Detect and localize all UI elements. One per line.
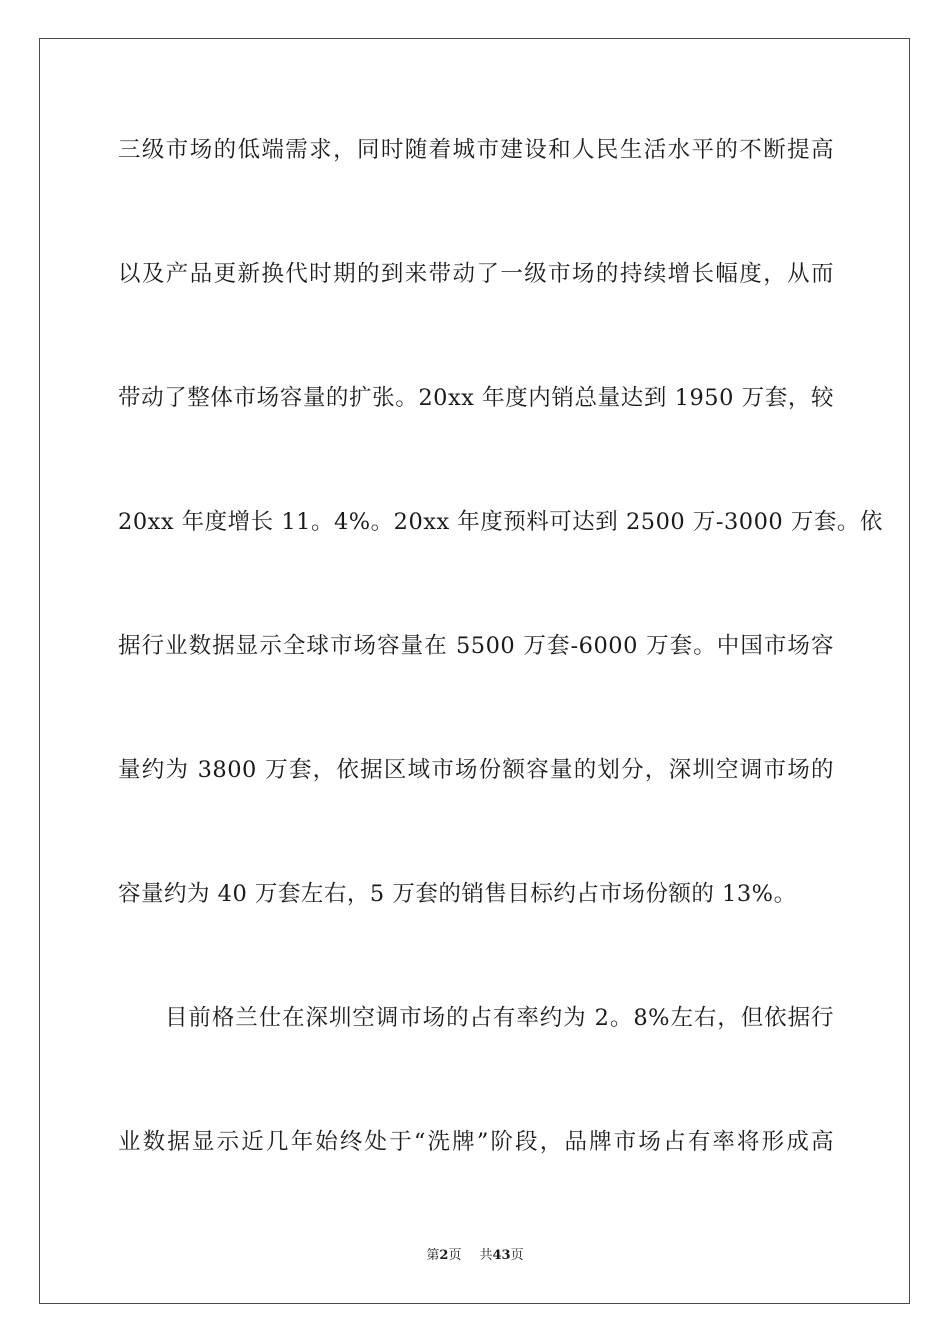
total-suffix: 页	[510, 1248, 524, 1263]
paragraph-line: 业数据显示近几年始终处于“洗牌”阶段，品牌市场占有率将形成高	[118, 1129, 834, 1155]
total-prefix: 共	[479, 1248, 493, 1263]
paragraph-line: 三级市场的低端需求，同时随着城市建设和人民生活水平的不断提高	[118, 137, 834, 163]
paragraph-line: 带动了整体市场容量的扩张。20xx 年度内销总量达到 1950 万套，较	[118, 385, 834, 411]
paragraph-line: 以及产品更新换代时期的到来带动了一级市场的持续增长幅度，从而	[118, 261, 834, 287]
total-pages: 43	[492, 1248, 511, 1263]
paragraph-line: 20xx 年度增长 11。4%。20xx 年度预料可达到 2500 万-3000 万套。依	[118, 509, 883, 535]
paragraph-line: 量约为 3800 万套，依据区域市场份额容量的划分，深圳空调市场的	[118, 757, 834, 783]
page-footer	[0, 1247, 950, 1265]
paragraph-line: 据行业数据显示全球市场容量在 5500 万套-6000 万套。中国市场容	[118, 633, 834, 659]
paragraph-line: 目前格兰仕在深圳空调市场的占有率约为 2。8%左右，但依据行	[165, 1005, 834, 1031]
page-suffix: 页	[448, 1248, 462, 1263]
page-prefix: 第	[426, 1248, 440, 1263]
page-border	[39, 38, 910, 1304]
paragraph-line: 容量约为 40 万套左右，5 万套的销售目标约占市场份额的 13%。	[118, 881, 797, 907]
page-number: 2	[439, 1248, 449, 1263]
